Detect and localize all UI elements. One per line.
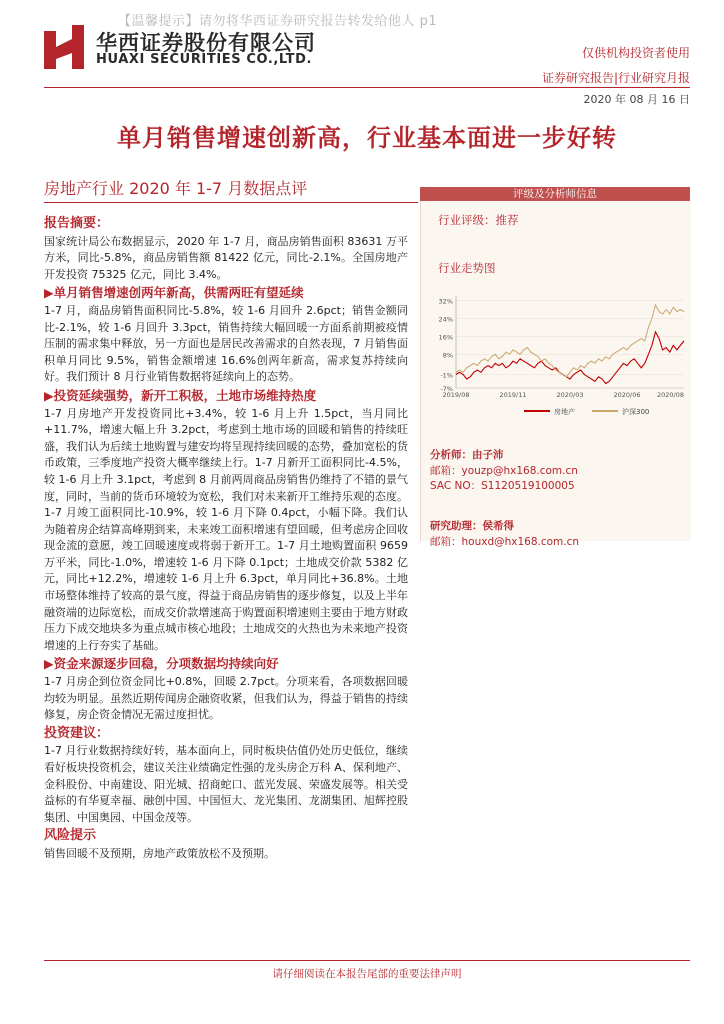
section-funding-paragraph: 1-7 月房企到位资金同比+0.8%，回暖 2.7pct。分项来看，各项数据回暖均较为明显。虽然近期传闻房企融资收紧，但我们认为，得益于销售的持续修复，房企资金情况无需过度担忧。 bbox=[44, 675, 408, 722]
warning-banner: 【温馨提示】请勿将华西证券研究报告转发给他人 p1 bbox=[118, 14, 438, 29]
section-risk-paragraph: 销售回暖不及预期，房地产政策放松不及预期。 bbox=[44, 846, 275, 860]
assistant-name: 研究助理：侯希得 bbox=[430, 520, 514, 532]
x-tick-label: 2019/11 bbox=[499, 391, 527, 399]
assistant-info bbox=[430, 519, 579, 550]
x-tick-label: 2020/06 bbox=[613, 391, 641, 399]
y-tick-label: 24% bbox=[438, 315, 453, 324]
y-tick-label: -7% bbox=[440, 385, 453, 393]
trend-chart bbox=[432, 288, 690, 420]
x-tick-label: 2020/03 bbox=[556, 391, 584, 399]
subtitle-divider bbox=[44, 202, 418, 203]
y-tick-label: 16% bbox=[438, 333, 453, 342]
section-sales-paragraph: 1-7 月，商品房销售面积同比-5.8%，较 1-6 月回升 2.6pct；销售金额同比-2.1%，较 1-6 月回升 3.3pct，销售持续大幅回暖一方面系前期被疫情压制的需求集中释放，另一方面也是居民改善需求的自然表现，7 月销售面积单月同比 9.5%，销售金额增速 16.6%创两年新高，需求复苏持续向好。我们预计 8 月行业销售数据将延续向上的态势。 bbox=[44, 303, 408, 384]
section-investment-paragraph: 1-7 月房地产开发投资同比+3.4%，较 1-6 月上升 1.5pct，当月同比+11.7%，增速大幅上升 3.2pct，考虑到土地市场的回暖和销售的持续旺盛，我们认为后续土地购置与建安均将呈现持续回暖的态势，叠加宽松的货币政策，三季度地产投资大概率继续上行。1-7 月新开工面积同比-4.5%，较 1-6 月上升 3.1pct，考虑到 8 月前两周商品房销售仍维持了不错的景气度，同时，当前的货币环境较为宽松，我们对未来新开工维持乐观的态度。1-7 月竣工面积同比-10.9%，较 1-6 月下降 0.4pct，小幅下降。我们认为随着房企结算高峰期到来，未来竣工面积增速有望回暖，但考虑房企回收现金流的意愿，竣工回暖速度或将弱于新开工。1-7 月土地购置面积 9659 万平米，同比-1.0%，增速较 1-6 月下降 0.1pct；土地成交价款 5382 亿元，同比+12.2%，增速较 1-6 月上升 6.3pct，单月同比+36.8%。土地市场整体维持了较高的景气度，得益于商品房销售的逐步修复，以及上半年融资端的边际宽松，而成交价款增速高于购置面积增速则主要由于地方财政压力下成交地块多为重点城市核心地段；土地成交的火热也为未来地产投资增速的上行夯实了基础。 bbox=[44, 406, 408, 652]
rating-panel-title: 评级及分析师信息 bbox=[420, 187, 690, 201]
analyst-email: 邮箱：youzp@hx168.com.cn bbox=[430, 464, 578, 477]
x-tick-label: 2019/08 bbox=[442, 391, 470, 399]
section-funding-heading: ▶资金来源逐步回稳，分项数据均持续向好 bbox=[44, 656, 279, 672]
company-name-en: HUAXI SECURITIES CO.,LTD. bbox=[96, 52, 313, 67]
summary-paragraph: 国家统计局公布数据显示，2020 年 1-7 月，商品房销售面积 83631 万平方米，同比-5.8%，商品房销售额 81422 亿元，同比-2.1%。全国房地产开发投资 75325 亿元，同比 3.4%。 bbox=[44, 234, 408, 281]
y-tick-label: -1% bbox=[440, 371, 453, 380]
section-investment-heading: ▶投资延续强势，新开工积极，土地市场维持热度 bbox=[44, 387, 317, 403]
audience-note: 仅供机构投资者使用 bbox=[581, 46, 690, 60]
industry-rating: 行业评级：推荐 bbox=[438, 213, 519, 227]
company-logo-icon bbox=[44, 25, 84, 69]
y-tick-label: 8% bbox=[442, 351, 453, 360]
analyst-name: 分析师：由子沛 bbox=[430, 449, 504, 461]
section-advice-paragraph: 1-7 月行业数据持续好转，基本面向上，同时板块估值仍处历史低位，继续看好板块投资机会，建议关注业绩确定性强的龙头房企万科 A、保利地产、金科股份、中南建设、阳光城、招商蛇口、蓝光发展、荣盛发展等。相关受益标的有华夏幸福、融创中国、中国恒大、龙光集团、龙湖集团、旭辉控股集团、中国奥园、中国金茂等。 bbox=[44, 744, 408, 824]
analyst-sac: SAC NO：S1120519100005 bbox=[430, 480, 575, 492]
section-risk-heading: 风险提示 bbox=[44, 828, 97, 844]
legend-label: 房地产 bbox=[554, 408, 575, 416]
legal-footer: 请仔细阅读在本报告尾部的重要法律声明 bbox=[272, 968, 462, 980]
report-date: 2020 年 08 月 16 日 bbox=[583, 93, 690, 106]
report-breadcrumb: 证券研究报告|行业研究月报 bbox=[541, 71, 690, 85]
section-advice-heading: 投资建议： bbox=[44, 725, 110, 741]
section-sales-heading: ▶单月销售增速创两年新高，供需两旺有望延续 bbox=[44, 285, 304, 301]
series-line-csi300 bbox=[456, 305, 684, 377]
report-body bbox=[44, 214, 408, 863]
y-tick-label: 32% bbox=[438, 297, 453, 306]
report-subtitle: 房地产行业 2020 年 1-7 月数据点评 bbox=[44, 179, 308, 198]
report-title: 单月销售增速创新高，行业基本面进一步好转 bbox=[117, 124, 617, 152]
summary-heading: 报告摘要： bbox=[44, 216, 110, 231]
trend-chart-title: 行业走势图 bbox=[438, 261, 496, 275]
footer-divider bbox=[44, 960, 690, 961]
x-tick-label: 2020/08 bbox=[656, 391, 684, 399]
legend-label: 沪深300 bbox=[622, 408, 650, 416]
header-divider bbox=[44, 87, 690, 88]
assistant-email: 邮箱：houxd@hx168.com.cn bbox=[430, 535, 580, 548]
analyst-info bbox=[430, 448, 578, 495]
company-name-cn: 华西证券股份有限公司 bbox=[96, 31, 316, 55]
